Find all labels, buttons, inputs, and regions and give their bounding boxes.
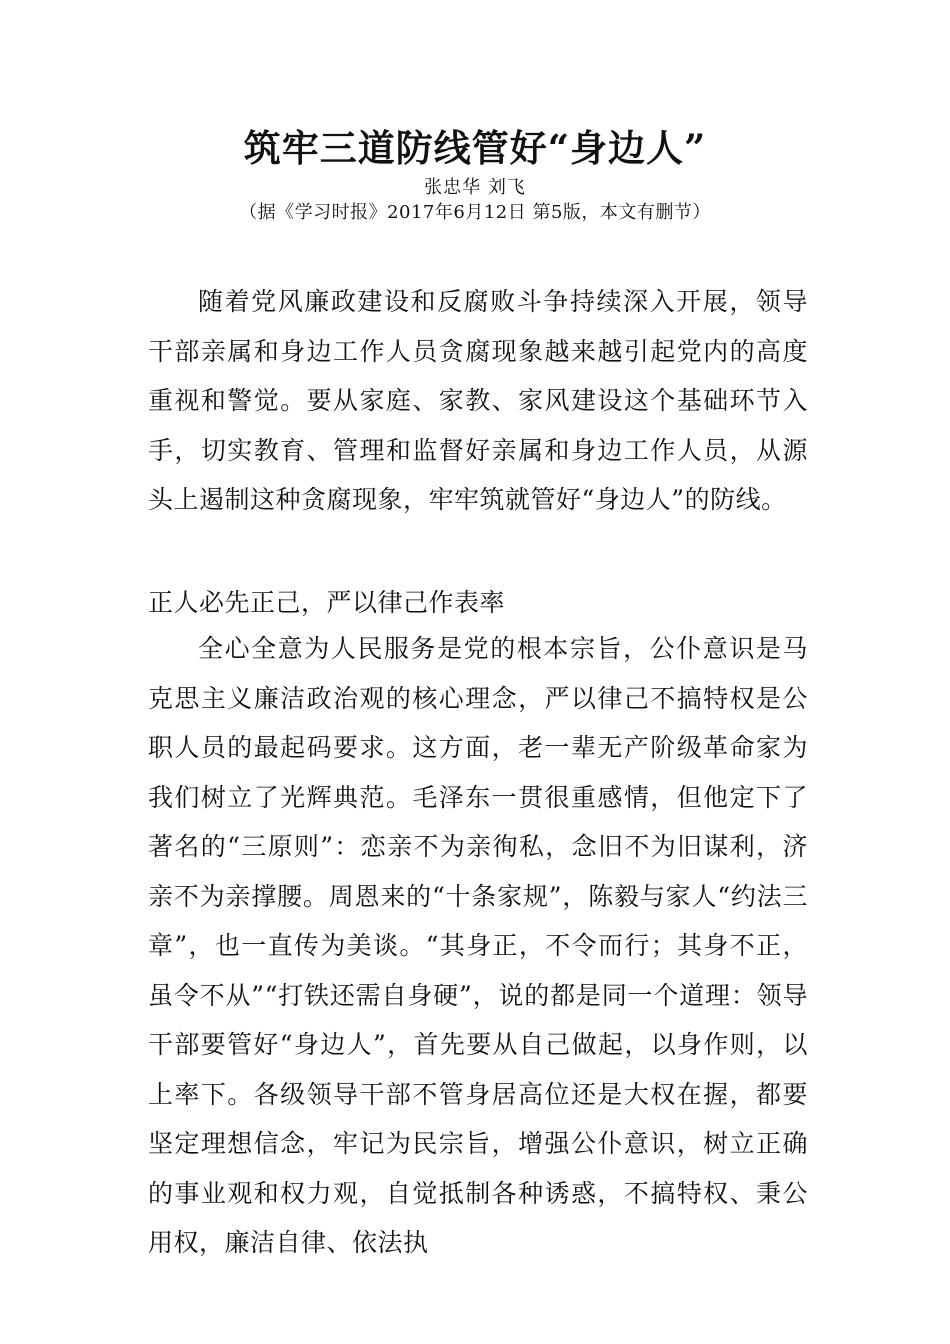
- intro-section: [148, 277, 808, 525]
- article-title: 筑牢三道防线管好“身边人”: [243, 126, 707, 170]
- article-source: （据《学习时报》2017年6月12日 第5版，本文有删节）: [239, 202, 711, 223]
- section-body: [148, 624, 808, 1268]
- article-authors: 张忠华 刘飞: [424, 177, 526, 198]
- intro-paragraph: 随着党风廉政建设和反腐败斗争持续深入开展，领导干部亲属和身边工作人员贪腐现象越来越引起党内的高度重视和警觉。要从家庭、家教、家风建设这个基础环节入手，切实教育、管理和监督好亲属和身边工作人员，从源头上遏制这种贪腐现象，牢牢筑就管好“身边人”的防线。: [148, 287, 808, 514]
- section-paragraph: 全心全意为人民服务是党的根本宗旨，公仆意识是马克思主义廉洁政治观的核心理念，严以律己不搞特权是公职人员的最起码要求。这方面，老一辈无产阶级革命家为我们树立了光辉典范。毛泽东一贯很重感情，但他定下了著名的“三原则”：恋亲不为亲徇私，念旧不为旧谋利，济亲不为亲撑腰。周恩来的“十条家规”，陈毅与家人“约法三章”，也一直传为美谈。“其身正，不令而行；其身不正，虽令不从”“打铁还需自身硬”，说的都是同一个道理：领导干部要管好“身边人”，首先要从自己做起，以身作则，以上率下。各级领导干部不管身居高位还是大权在握，都要坚定理想信念，牢记为民宗旨，增强公仆意识，树立正确的事业观和权力观，自觉抵制各种诱惑，不搞特权、秉公用权，廉洁自律、依法执: [148, 634, 808, 1257]
- section-heading: 正人必先正己，严以律己作表率: [148, 588, 506, 617]
